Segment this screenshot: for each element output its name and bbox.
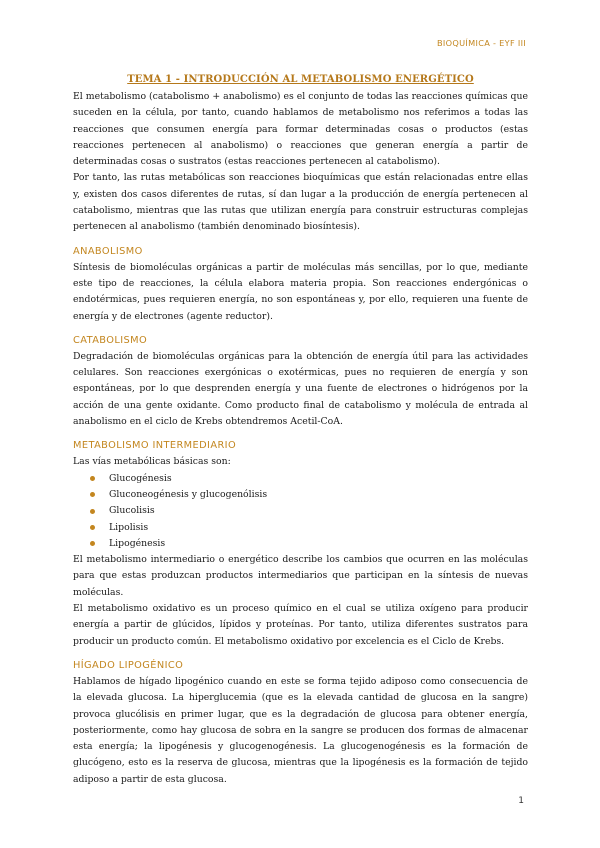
page-content	[73, 74, 528, 788]
metabolic-pathways-list	[73, 471, 528, 552]
intro-paragraph-1: El metabolismo (catabolismo + anabolismo) es el conjunto de todas las reacciones químicas que suceden en la célula, por tanto, cuando hablamos de metabolismo nos referimos a todas las reacciones que consumen energía para formar determinadas cosas o productos (estas reacciones pertenecen al anabolismo) o reacciones que generan energía a partir de determinadas cosas o sustratos (estas reacciones pertenecen al catabolismo).	[73, 91, 528, 168]
catabolismo-paragraph: Degradación de biomoléculas orgánicas para la obtención de energía útil para las actividades celulares. Son reacciones exergónicas o exotérmicas, pues no requieren de energía y son espontáneas, por lo que desprenden energía y una fuente de electrones o hidrógenos por la acción de una gente oxidante. Como producto final de catabolismo y molécula de entrada al anabolismo en el ciclo de Krebs obtendremos Acetil-CoA.	[73, 350, 528, 428]
list-item: Gluconeogénesis y glucogenólisis	[73, 487, 528, 503]
list-item: Lipogénesis	[73, 536, 528, 552]
bullet-icon	[90, 541, 95, 546]
list-item: Glucogénesis	[73, 471, 528, 487]
higado-paragraph: Hablamos de hígado lipogénico cuando en este se forma tejido adiposo como consecuencia de la elevada glucosa. La hiperglucemia (que es la elevada cantidad de glucosa en la sangre) provoca glucólisis en primer lugar, que es la degradación de glucosa para obtener energía, posteriormente, como hay glucosa de sobra en la sangre se producen dos formas de almacenar esta energía; la lipogénesis y glucogenogénesis. La glucogenogénesis es la formación de glucógeno, esto es la reserva de glucosa, mientras que la lipogénesis es la formación de tejido adiposo a partir de esta glucosa.	[73, 675, 528, 785]
anabolismo-paragraph: Síntesis de biomoléculas orgánicas a partir de moléculas más sencillas, por lo que, mediante este tipo de reacciones, la célula elabora materia propia. Son reacciones endergónicas o endotérmicas, pues requieren energía, no son espontáneas y, por ello, requieren una fuente de energía y de electrones (agente reductor).	[73, 261, 528, 322]
intermediario-lead: Las vías metabólicas básicas son:	[73, 456, 231, 468]
bullet-icon	[90, 525, 95, 530]
page-number: 1	[518, 796, 524, 806]
intro-paragraph-2: Por tanto, las rutas metabólicas son reacciones bioquímicas que están relacionadas entre ellas y, existen dos casos diferentes de rutas, sí dan lugar a la producción de energía pertenecen al catabolismo, mientras que las rutas que utilizan energía para construir estructuras complejas pertenecen al anabolismo (también denominado biosíntesis).	[73, 172, 528, 233]
section-heading-catabolismo: CATABOLISMO	[73, 334, 148, 346]
bullet-icon	[90, 509, 95, 514]
intermediario-paragraph-2: El metabolismo oxidativo es un proceso químico en el cual se utiliza oxígeno para producir energía a partir de glúcidos, lípidos y proteínas. Por tanto, utiliza diferentes sustratos para producir un producto común. El metabolismo oxidativo por excelencia es el Ciclo de Krebs.	[73, 603, 528, 647]
running-header: BIOQUÍMICA - EYF III	[436, 38, 526, 48]
intermediario-paragraph-1: El metabolismo intermediario o energético describe los cambios que ocurren en las moléculas para que estas produzcan productos intermediarios que participan en la síntesis de nuevas moléculas.	[73, 554, 528, 598]
section-heading-intermediario: METABOLISMO INTERMEDIARIO	[73, 440, 237, 452]
bullet-icon	[90, 476, 95, 481]
document-title: TEMA 1 - INTRODUCCIÓN AL METABOLISMO ENERGÉTICO	[127, 74, 474, 85]
list-item: Lipolisis	[73, 520, 528, 536]
bullet-icon	[90, 492, 95, 497]
section-heading-anabolismo: ANABOLISMO	[73, 245, 143, 257]
list-item: Glucolisis	[73, 503, 528, 519]
section-heading-higado: HÍGADO LIPOGÉNICO	[73, 659, 184, 671]
